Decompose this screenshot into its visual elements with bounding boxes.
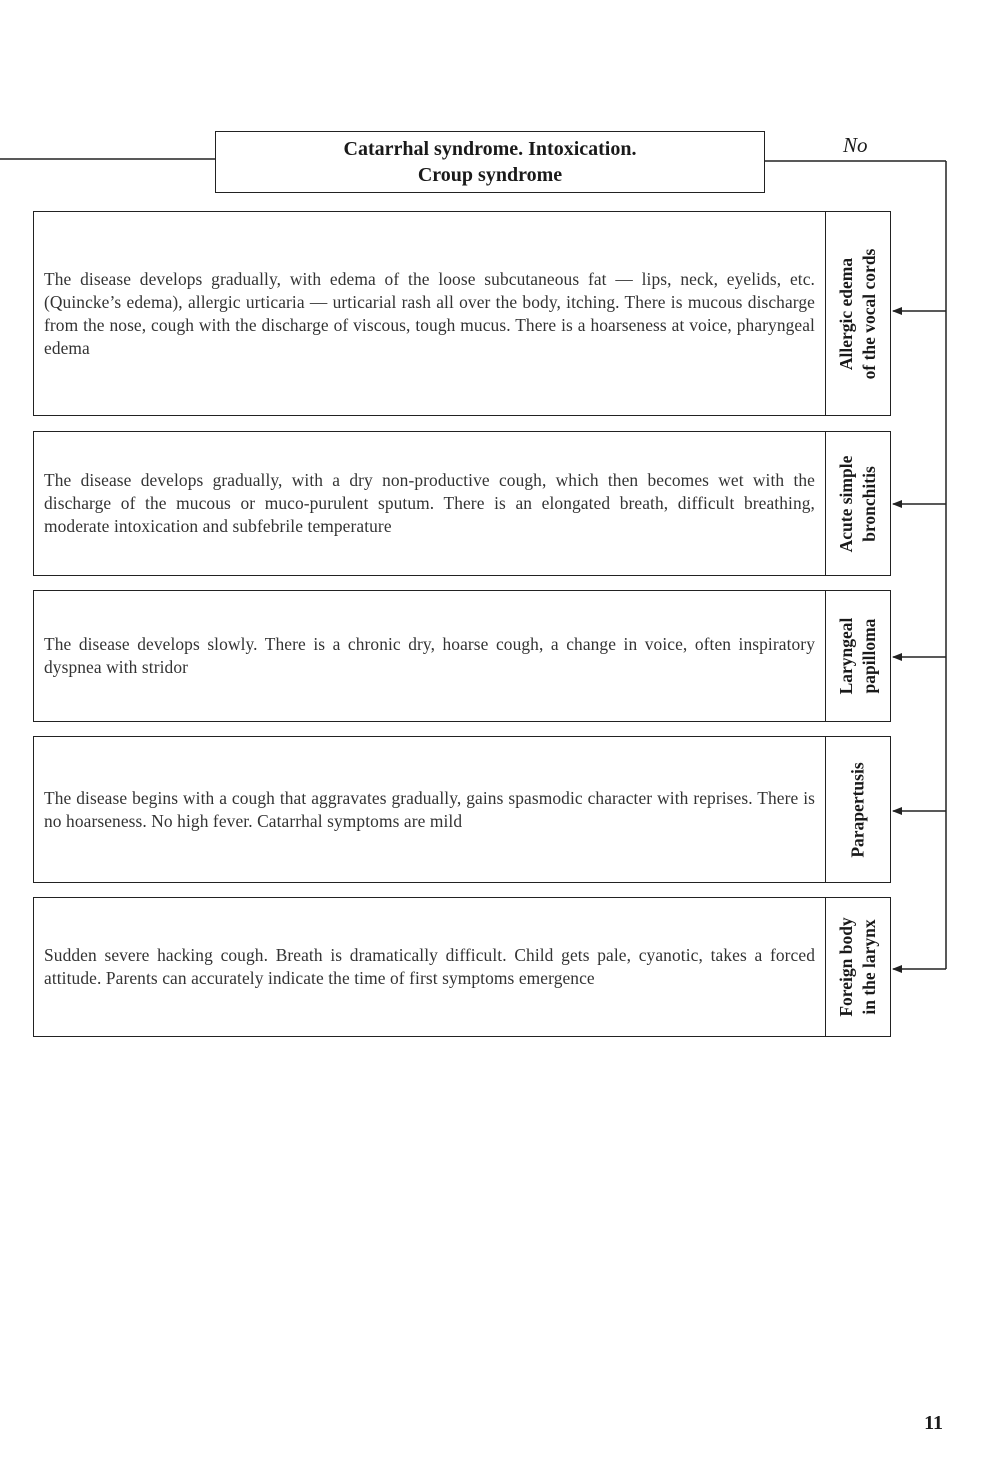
row-description — [34, 591, 825, 721]
row-description — [34, 212, 825, 415]
diagnosis-line1: Allergic edema — [836, 257, 856, 370]
row-diagnosis-cell — [825, 737, 890, 882]
row-description — [34, 737, 825, 882]
diagnosis-row-foreign-body — [33, 897, 891, 1037]
row-description-text: Sudden severe hacking cough. Breath is dramatically difficult. Child gets pale, cyanotic, takes a forced attitude. Parents can accurately indicate the time of first symptoms emergence — [44, 945, 815, 988]
row-diagnosis-label — [847, 762, 870, 857]
diagnosis-line1: Parapertusis — [847, 761, 868, 858]
diagnosis-line1: Foreign body — [836, 917, 856, 1017]
syndrome-title-line2: Croup syndrome — [417, 164, 563, 186]
row-diagnosis-cell — [825, 212, 890, 415]
row-description — [34, 898, 825, 1036]
row-description-text: The disease begins with a cough that aggravates gradually, gains spasmodic character with reprises. There is no hoarseness. No high fever. Catarrhal symptoms are mild — [44, 787, 815, 831]
syndrome-title-box — [215, 131, 765, 193]
diagnosis-line2: bronchitis — [859, 465, 879, 542]
row-diagnosis-label — [835, 248, 881, 379]
diagnosis-line1: Acute simple — [836, 455, 856, 552]
row-description-text: The disease develops gradually, with edema of the loose subcutaneous fat — lips, neck, eyelids, etc. (Quincke’s edema), allergic urticaria — urticarial rash all over the body, itching. There is mucous discharge from the nose, cough with the discharge of viscous, tough mucus. There is a hoarseness at voice, pharyngeal edema — [44, 268, 815, 358]
row-diagnosis-cell — [825, 432, 890, 575]
diagnosis-row-allergic-edema — [33, 211, 891, 416]
diagnosis-row-parapertusis — [33, 736, 891, 883]
diagnosis-line2: of the vocal cords — [859, 248, 879, 379]
no-branch-label: No — [843, 133, 868, 157]
page-number: 11 — [924, 1412, 943, 1434]
diagnosis-line2: papilloma — [859, 618, 879, 694]
diagnosis-row-acute-bronchitis — [33, 431, 891, 576]
row-diagnosis-label — [835, 917, 881, 1016]
syndrome-title-line1: Catarrhal syndrome. Intoxication. — [343, 138, 637, 160]
row-diagnosis-cell — [825, 898, 890, 1036]
diagnosis-row-laryngeal-papilloma — [33, 590, 891, 722]
row-description-text: The disease develops gradually, with a dry non-productive cough, which then becomes wet with the discharge of the mucous or muco-purulent sputum. There is an elongated breath, difficult breathing, moderate intoxication and subfebrile temperature — [44, 470, 815, 536]
row-description — [34, 432, 825, 575]
row-description-text: The disease develops slowly. There is a chronic dry, hoarse cough, a change in voice, often inspiratory dyspnea with stridor — [44, 634, 815, 677]
diagnosis-line1: Laryngeal — [836, 617, 856, 695]
row-diagnosis-cell — [825, 591, 890, 721]
row-diagnosis-label — [835, 618, 881, 695]
row-diagnosis-label — [835, 455, 881, 552]
diagnosis-line2: in the larynx — [859, 919, 879, 1015]
